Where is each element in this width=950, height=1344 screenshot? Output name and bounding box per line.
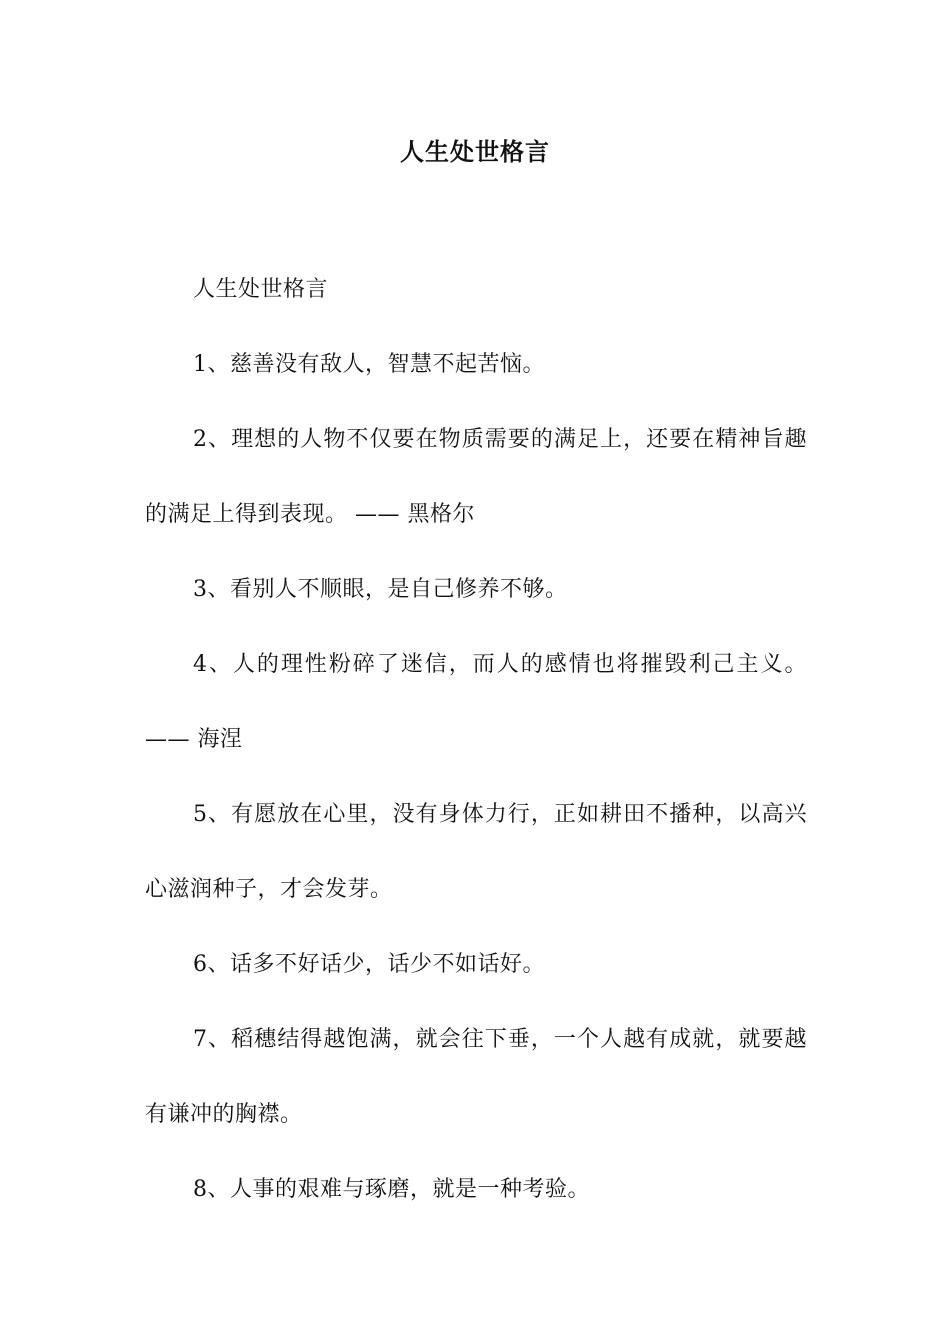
quote-2: 2、理想的人物不仅要在物质需要的满足上，还要在精神旨趣的满足上得到表现。 —— 黑格尔 — [145, 427, 807, 527]
quote-6: 6、话多不好话少，话少不如话好。 — [193, 952, 545, 977]
quote-7: 7、稻穗结得越饱满，就会往下垂，一个人越有成就，就要越有谦冲的胸襟。 — [145, 1027, 807, 1127]
quote-8: 8、人事的艰难与琢磨，就是一种考验。 — [193, 1177, 590, 1202]
quote-1: 1、慈善没有敌人，智慧不起苦恼。 — [193, 352, 545, 377]
paragraph-heading: 人生处世格言 — [193, 277, 329, 302]
quote-5: 5、有愿放在心里，没有身体力行，正如耕田不播种，以高兴心滋润种子，才会发芽。 — [145, 802, 807, 902]
document-body — [145, 252, 807, 1227]
quote-3: 3、看别人不顺眼，是自己修养不够。 — [193, 577, 568, 602]
quote-4: 4、人的理性粉碎了迷信，而人的感情也将摧毁利己主义。—— 海涅 — [145, 652, 807, 752]
document-title: 人生处世格言 — [400, 137, 550, 166]
